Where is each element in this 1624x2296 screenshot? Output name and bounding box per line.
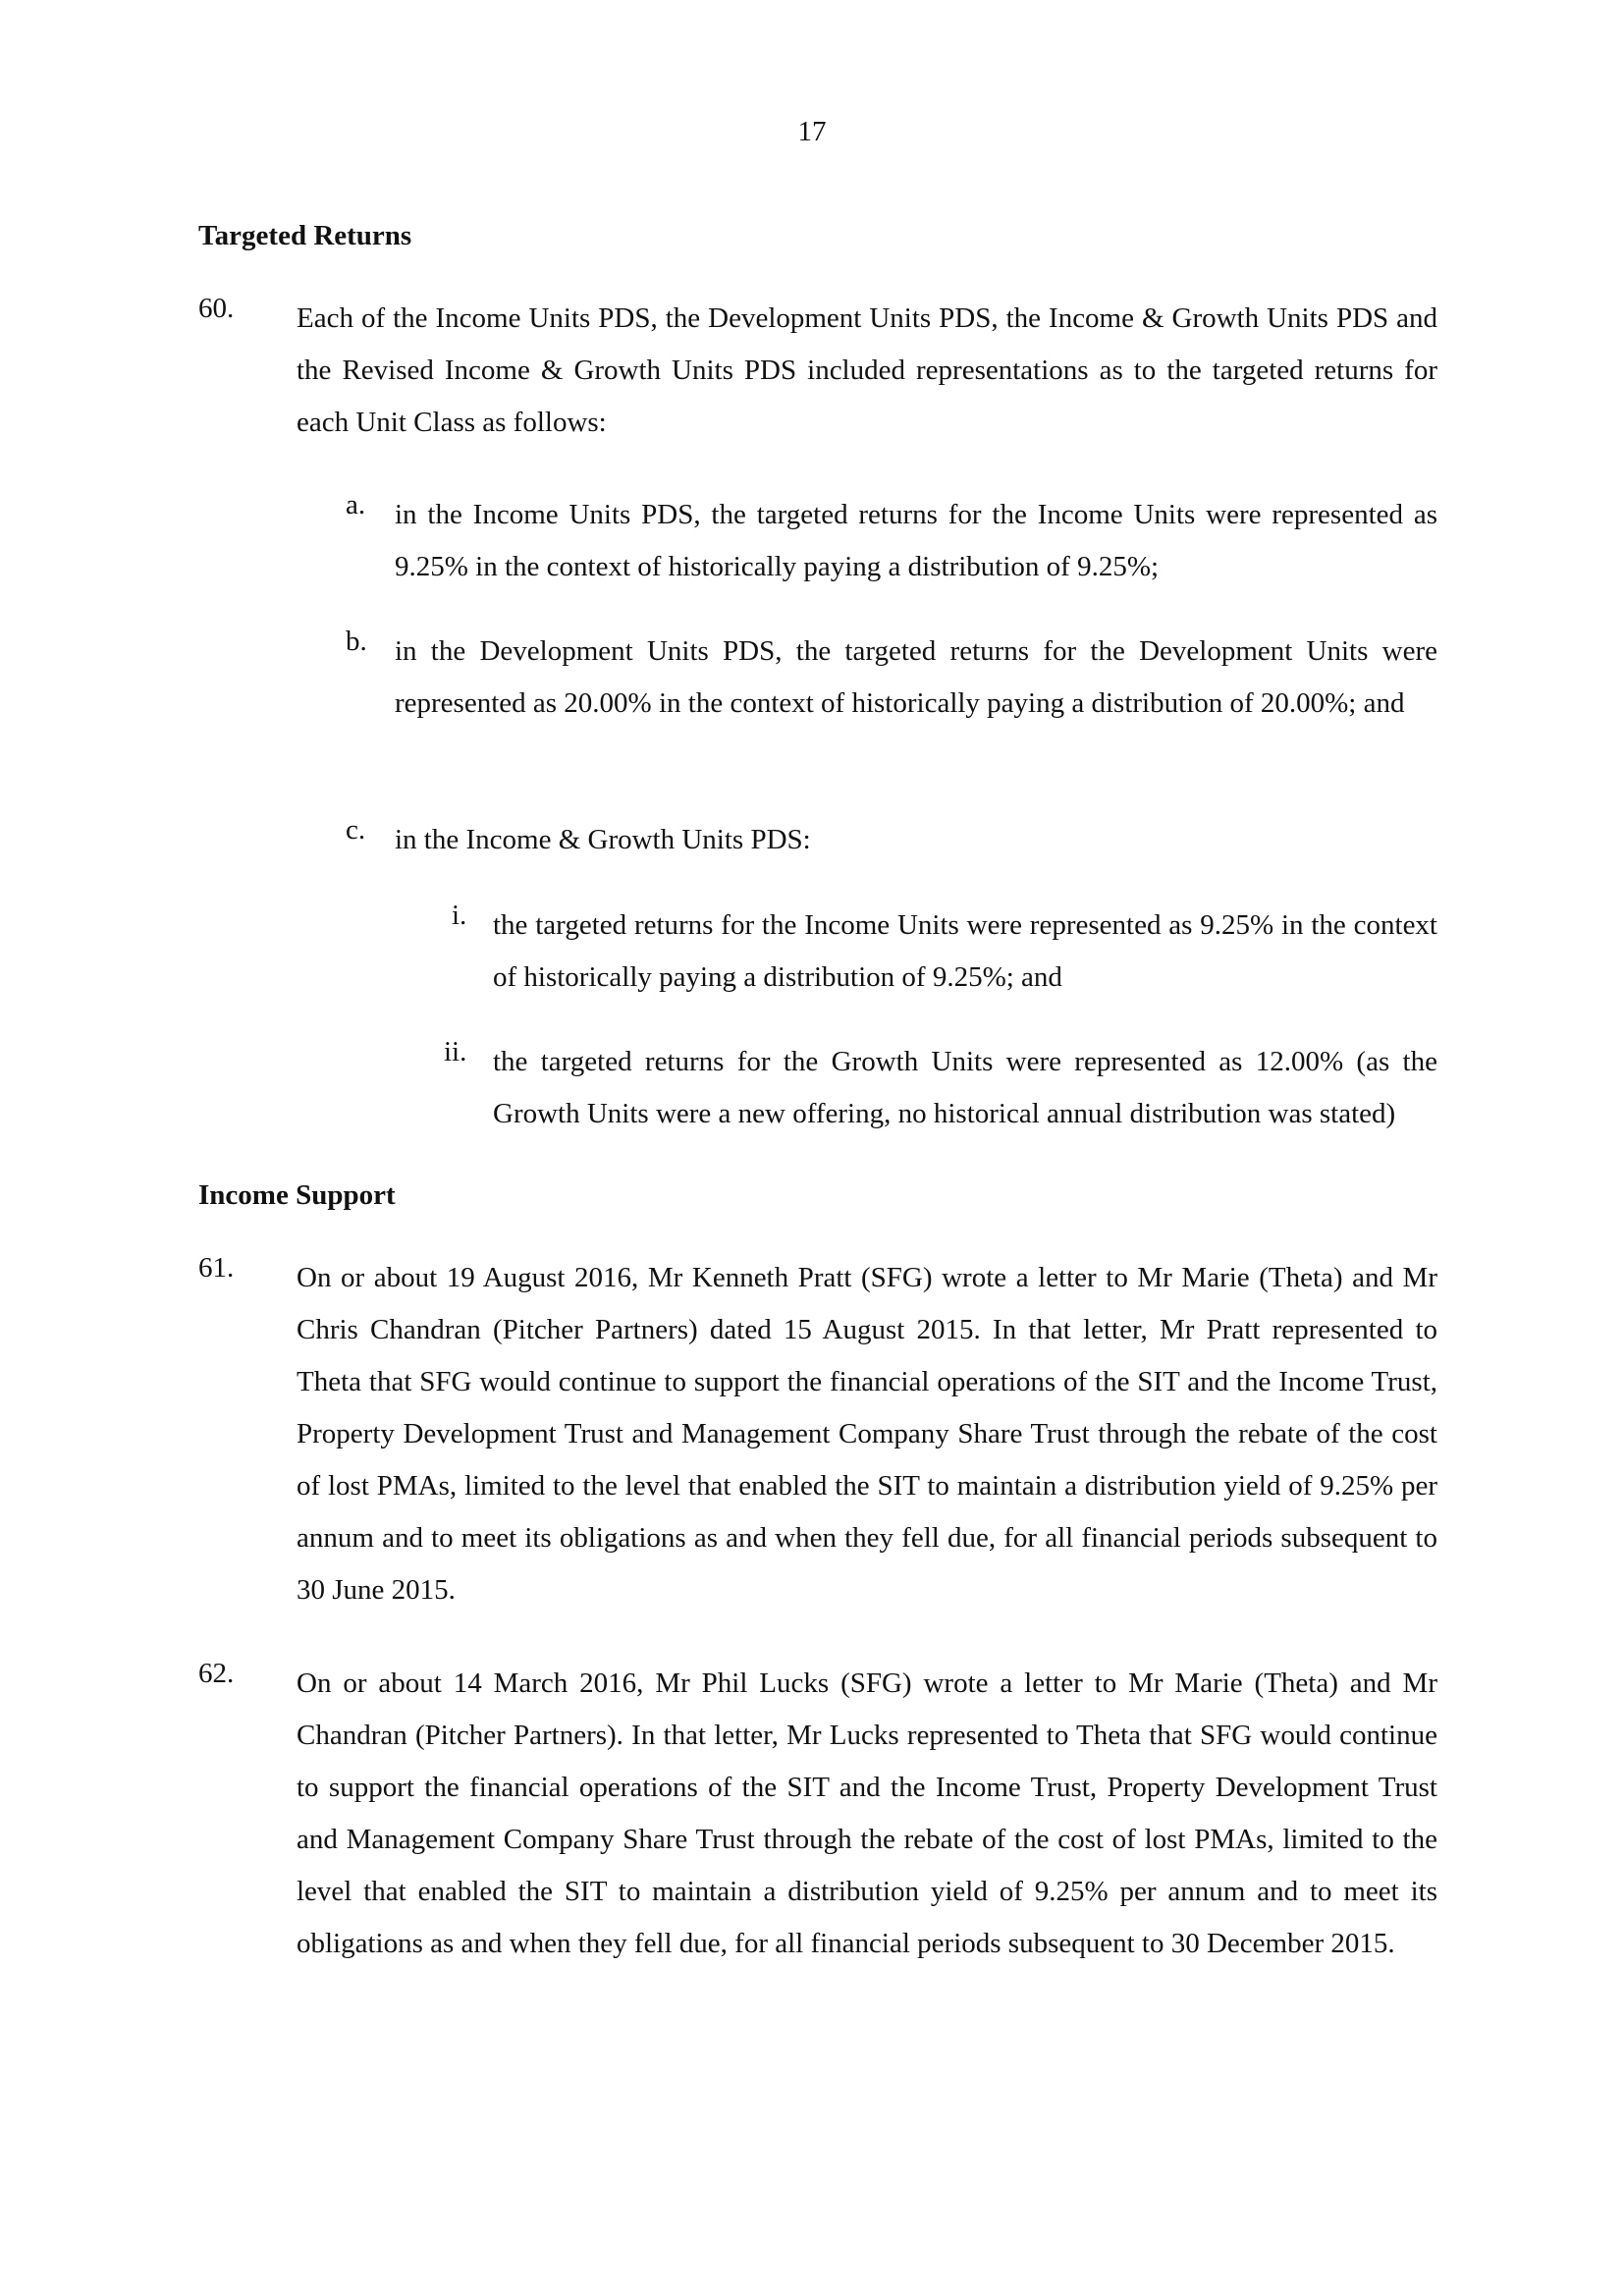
list-subitem-label: ii. [444, 1036, 467, 1067]
paragraph-number: 61. [198, 1252, 235, 1284]
paragraph-61 [198, 1252, 1437, 1616]
heading-targeted-returns: Targeted Returns [198, 220, 412, 251]
paragraph-text: Each of the Income Units PDS, the Development Units PDS, the Income & Growth Units PDS and the Revised Income & Growth Units PDS included representations as to the targeted returns for each Unit Class as follows: [297, 302, 1437, 438]
list-subitem-text: the targeted returns for the Growth Units were represented as 12.00% (as the Growth Units were a new offering, no historical annual distribution was stated) [493, 1046, 1437, 1129]
heading-income-support: Income Support [198, 1179, 396, 1211]
list-subitem-ii [444, 1036, 1437, 1140]
list-item-c [346, 814, 1437, 866]
paragraph-60 [198, 293, 1437, 449]
paragraph-62 [198, 1658, 1437, 1970]
list-item-b [346, 626, 1437, 730]
list-subitem-text: the targeted returns for the Income Units were represented as 9.25% in the context of historically paying a distribution of 9.25%; and [493, 909, 1437, 993]
page-number: 17 [797, 116, 827, 147]
list-item-a [346, 489, 1437, 593]
paragraph-text: On or about 14 March 2016, Mr Phil Lucks (SFG) wrote a letter to Mr Marie (Theta) and Mr Chandran (Pitcher Partners). In that letter, Mr Lucks represented to Theta that SFG would continue to support the financial operations of the SIT and the Income Trust, Property Development Trust and Management Company Share Trust through the rebate of the cost of lost PMAs, limited to the level that enabled the SIT to maintain a distribution yield of 9.25% per annum and to meet its obligations as and when they fell due, for all financial periods subsequent to 30 December 2015. [297, 1667, 1437, 1959]
paragraph-number: 62. [198, 1658, 235, 1689]
list-item-text: in the Income & Growth Units PDS: [395, 824, 811, 855]
list-subitem-i [444, 900, 1437, 1004]
list-subitem-label: i. [452, 900, 467, 931]
paragraph-text: On or about 19 August 2016, Mr Kenneth Pratt (SFG) wrote a letter to Mr Marie (Theta) and Mr Chris Chandran (Pitcher Partners) dated 15 August 2015. In that letter, Mr Pratt represented to Theta that SFG would continue to support the financial operations of the SIT and the Income Trust, Property Development Trust and Management Company Share Trust through the rebate of the cost of lost PMAs, limited to the level that enabled the SIT to maintain a distribution yield of 9.25% per annum and to meet its obligations as and when they fell due, for all financial periods subsequent to 30 June 2015. [297, 1262, 1437, 1606]
list-item-label: c. [346, 814, 366, 846]
list-item-label: a. [346, 489, 366, 520]
paragraph-number: 60. [198, 293, 235, 324]
list-item-text: in the Income Units PDS, the targeted returns for the Income Units were represented as 9.25% in the context of historically paying a distribution of 9.25%; [395, 499, 1437, 582]
list-item-text: in the Development Units PDS, the targeted returns for the Development Units were represented as 20.00% in the context of historically paying a distribution of 20.00%; and [395, 635, 1437, 719]
list-item-label: b. [346, 626, 367, 657]
